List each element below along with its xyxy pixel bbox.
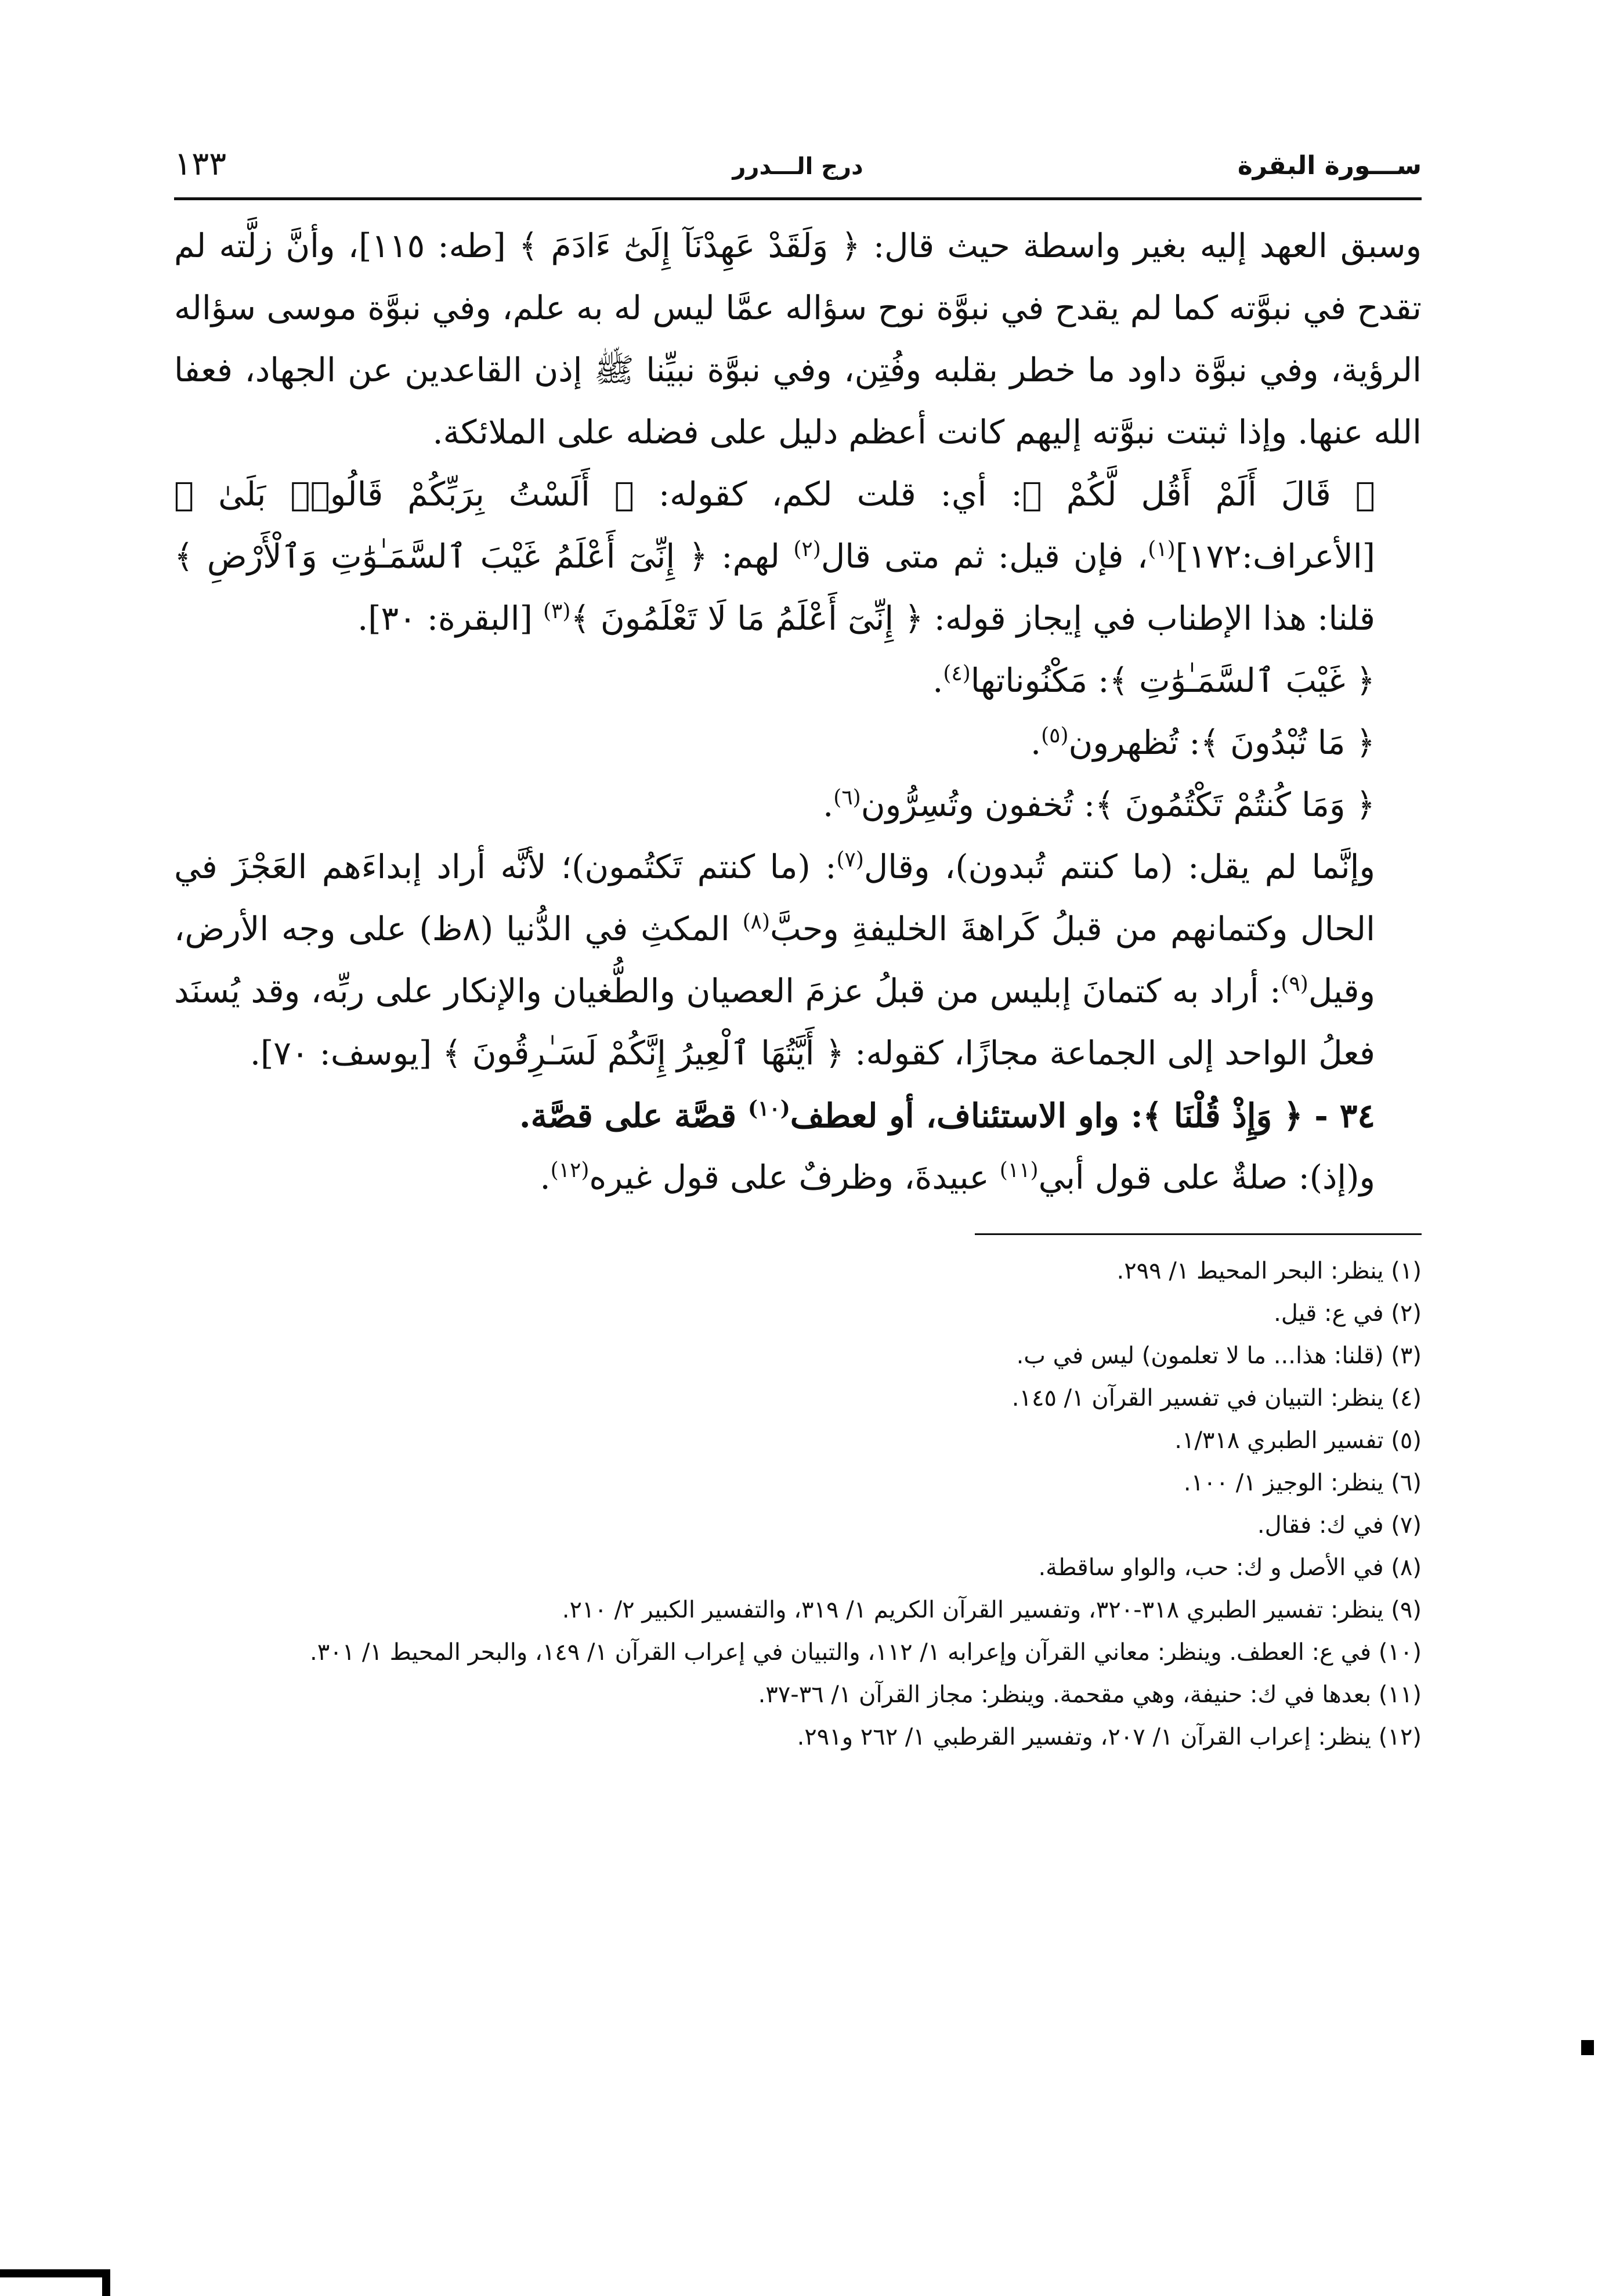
footnote: (١٠) في ع: العطف. وينظر: معاني القرآن وإعرابه ١/ ١١٢، والتبيان في إعراب القرآن ١/ ١٤٩، والبحر المحيط ١/ ٣٠١. [310, 1639, 1422, 1666]
paragraph: وسبق العهد إليه بغير واسطة حيث قال: ﴿ وَلَقَدْ عَهِدْنَآ إِلَىٰٓ ءَادَمَ ﴾ [طه: ١١٥]، وأنَّ زلَّته لم تقدح في نبوَّته كما لم يقدح في نبوَّة نوح سؤاله عمَّا ليس له به علم، وفي نبوَّة موسى سؤاله الرؤية، وفي نبوَّة داود ما خطر بقلبه وفُتِن، وفي نبوَّة نبيِّنا ﷺ إذن القاعدين عن الجهاد، فعفا الله عنها. وإذا ثبتت نبوَّته إليهم كانت أعظم دليل على فضله على الملائكة. [174, 227, 1422, 452]
footnote: (٥) تفسير الطبري ١/٣١٨. [1174, 1427, 1422, 1454]
footnotes [174, 1250, 1422, 1759]
footnote: (٢) في ع: قيل. [1274, 1300, 1422, 1327]
footnote: (١١) بعدها في ك: حنيفة، وهي مقحمة. وينظر: مجاز القرآن ١/ ٣٦-٣٧. [758, 1681, 1422, 1708]
footnote: (٧) في ك: فقال. [1257, 1512, 1422, 1539]
footnote-ref: (١٠) [748, 1096, 790, 1121]
gloss-line: ﴿ غَيْبَ ٱلسَّمَـٰوَٰتِ ﴾: مَكْنُوناتها$^{(٤)}$. [932, 662, 1375, 700]
sura-title: ســـورة البقرة [1237, 151, 1422, 180]
footnote-ref: (٢) [793, 537, 821, 561]
footnote-ref: (٨) [742, 910, 771, 934]
footnote: (١٢) ينظر: إعراب القرآن ١/ ٢٠٧، وتفسير القرطبي ١/ ٢٦٢ و٢٩١. [797, 1724, 1422, 1750]
footnote: (٤) ينظر: التبيان في تفسير القرآن ١/ ١٤٥. [1011, 1385, 1422, 1411]
footnote-ref: (١١) [999, 1158, 1039, 1182]
footnote: (١) ينظر: البحر المحيط ١/ ٢٩٩. [1116, 1258, 1422, 1284]
footnote-ref: (١٢) [550, 1158, 590, 1182]
footnote: (٦) ينظر: الوجيز ١/ ١٠٠. [1183, 1470, 1422, 1496]
footnote-ref: (٧) [836, 848, 864, 872]
page-number: ١٣٣ [174, 145, 227, 183]
header-rule [174, 197, 1422, 200]
scan-edge-mark [1581, 2040, 1594, 2055]
book-title: درج الـــدرر [732, 153, 863, 180]
gloss-line: ﴿ وَمَا كُنتُمْ تَكْتُمُونَ ﴾: تُخفون وتُسِرُّون$^{(٦)}$. [823, 786, 1375, 824]
footnote-ref: (٦) [833, 786, 861, 810]
paragraph: ﴿ قَالَ أَلَمْ أَقُل لَّكُمْ ﴾: أي: قلت لكم، كقوله: ﴿ أَلَسْتُ بِرَبِّكُمْ قَالُوا۟ بَلَىٰ ﴾ [الأعراف:١٧٢]$^{(١)}$، فإن قيل: ثم متى قال$^{(٢)}$ لهم: ﴿ إِنِّىٓ أَعْلَمُ غَيْبَ ٱلسَّمَـٰوَٰتِ وَٱلْأَرْضِ ﴾ قلنا: هذا الإطناب في إيجاز قوله: ﴿ إِنِّىٓ أَعْلَمُ مَا لَا تَعْلَمُونَ ﴾$^{(٣)}$ [البقرة: ٣٠]. [174, 475, 1375, 638]
footnote-ref: (٩) [1281, 972, 1308, 996]
footnote-ref: (٤) [943, 662, 971, 685]
paragraph: و(إذ): صلةٌ على قول أبي$^{(١١)}$ عبيدةَ، وظرفٌ على قول غيره$^{(١٢)}$. [540, 1158, 1375, 1197]
scan-corner-mark [0, 2269, 110, 2296]
book-page [174, 145, 1422, 1759]
paragraph: وإنَّما لم يقل: (ما كنتم تُبدون)، وقال$^{(٧)}$: (ما كنتم تَكتُمون)؛ لأنَّه أراد إبداءَهم العَجْزَ في الحال وكتمانهم من قبلُ كَراهةَ الخليفةِ وحبَّ$^{(٨)}$ المكثِ في الدُّنيا (٨ظ) على وجه الأرض، وقيل$^{(٩)}$: أراد به كتمانَ إبليس من قبلُ عزمَ العصيان والطُّغيان والإنكار على ربِّه، وقد يُسنَد فعلُ الواحد إلى الجماعة مجازًا، كقوله: ﴿ أَيَّتُهَا ٱلْعِيرُ إِنَّكُمْ لَسَـٰرِقُونَ ﴾ [يوسف: ٧٠]. [174, 848, 1375, 1073]
running-header [174, 145, 1422, 192]
main-text [174, 215, 1422, 1209]
footnote-rule [975, 1233, 1422, 1235]
footnote: (٩) ينظر: تفسير الطبري ٣١٨-٣٢٠، وتفسير القرآن الكريم ١/ ٣١٩، والتفسير الكبير ٢/ ٢١٠. [562, 1597, 1422, 1623]
footnote: (٨) في الأصل و ك: حب، والواو ساقطة. [1038, 1554, 1422, 1581]
footnote-ref: (٥) [1041, 724, 1069, 748]
footnote: (٣) (قلنا: هذا... ما لا تعلمون) ليس في ب. [1016, 1342, 1422, 1369]
verse-number-paragraph: ٣٤ - ﴿ وَإِذْ قُلْنَا ﴾: واو الاستئناف، أو لعطف$^{(١٠)}$ قصَّة على قصَّة. [519, 1096, 1375, 1135]
footnote-ref: (٣) [543, 600, 571, 623]
gloss-line: ﴿ مَا تُبْدُونَ ﴾: تُظهرون$^{(٥)}$. [1030, 724, 1375, 762]
footnote-ref: (١) [1148, 537, 1176, 561]
